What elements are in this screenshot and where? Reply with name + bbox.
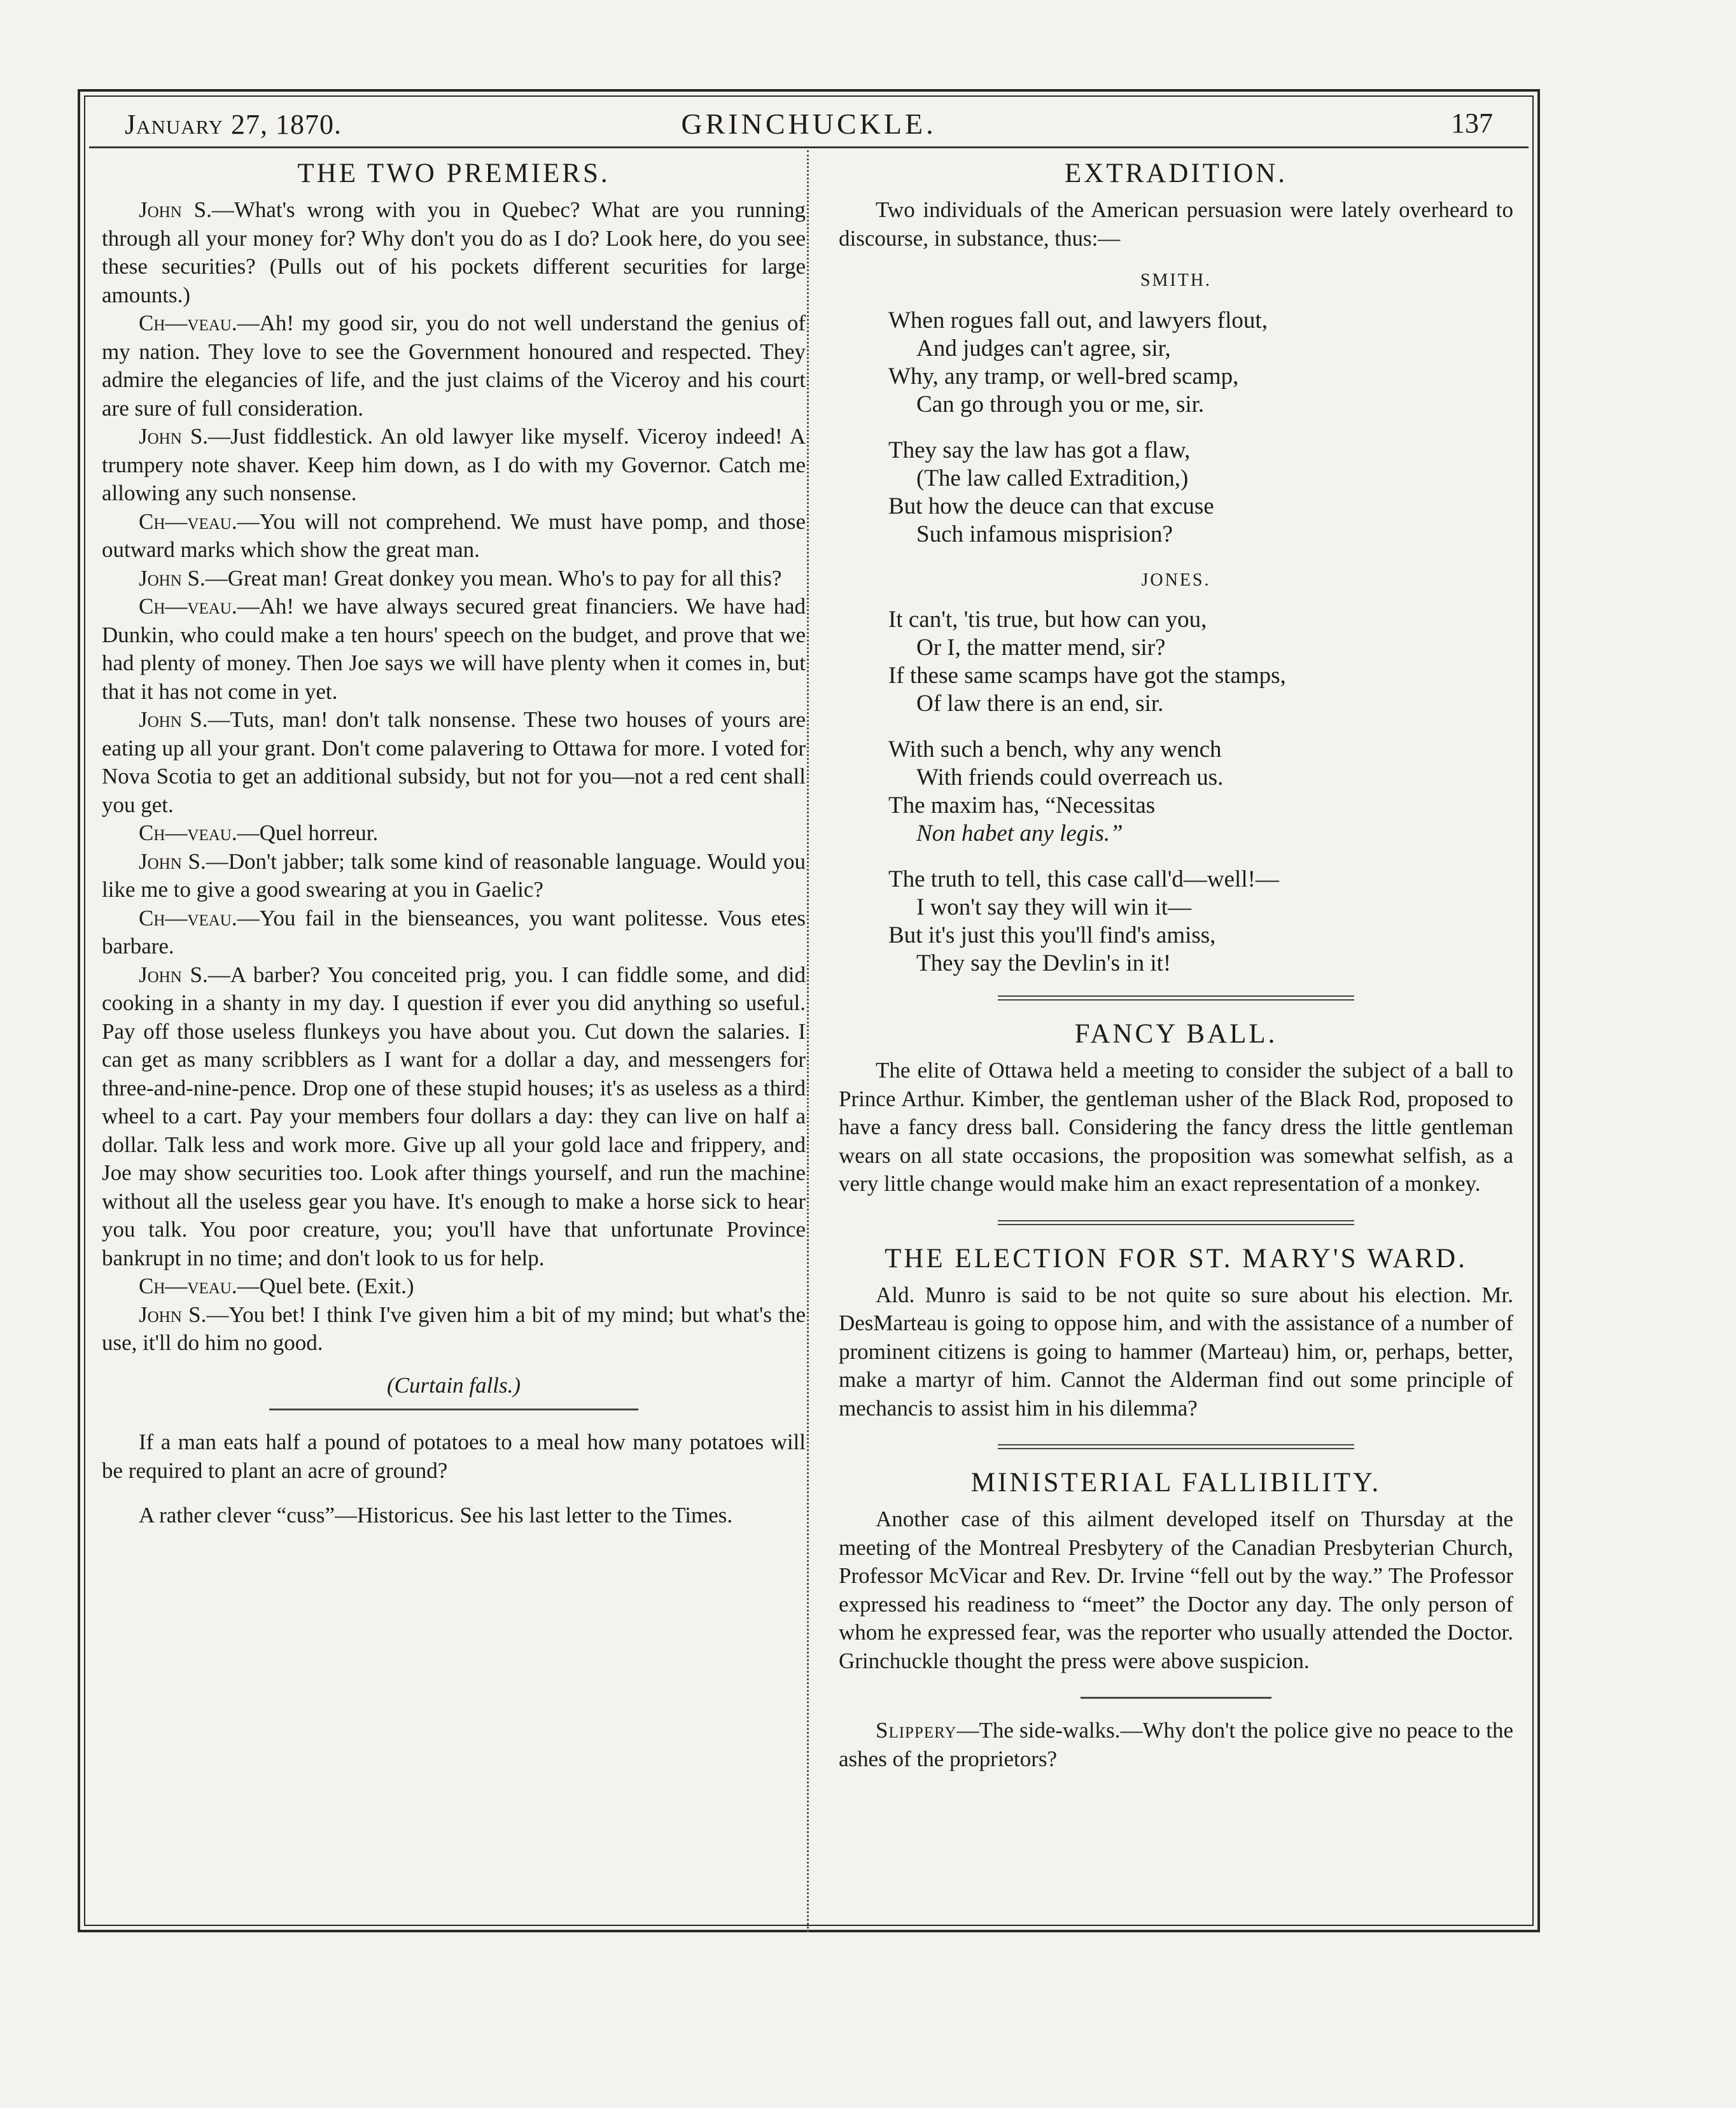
- stanza: [888, 437, 1513, 549]
- dialogue-line: [102, 1301, 806, 1358]
- column-divider: [807, 150, 809, 1932]
- poem-line: Can go through you or me, sir.: [916, 391, 1205, 418]
- slippery-paragraph: [839, 1717, 1513, 1773]
- speech-text: —Ah! my good sir, you do not well understand the genius of my nation. They love to see the Government honoured and respected. They admire the elegancies of life, and the just claims of the Viceroy and his court are sure of full consideration.: [102, 311, 806, 421]
- poem-line: When rogues fall out, and lawyers flout,: [888, 307, 1268, 334]
- stanza: [888, 606, 1513, 718]
- speaker-name: John S.: [139, 707, 208, 732]
- speaker-name: Ch—veau.: [139, 311, 237, 335]
- poem-line: Why, any tramp, or well-bred scamp,: [888, 363, 1239, 390]
- stanza: [888, 866, 1513, 978]
- extradition-intro: Two individuals of the American persuasion were lately overheard to discourse, in substance, thus:—: [839, 197, 1513, 251]
- fancy-ball-text: The elite of Ottawa held a meeting to consider the subject of a ball to Prince Arthur. Kimber, the gentleman usher of the Black Rod, proposed to have a fancy dress ball. Considering the fancy dress the little gentleman wears on all state occasions, the proposition was somewhat selfish, as a very little change would make him an exact representation of a monkey.: [839, 1058, 1513, 1196]
- dialogue-line: [102, 565, 806, 593]
- dialogue-line: [102, 508, 806, 565]
- section-rule: [1081, 1697, 1271, 1699]
- poem-line: If these same scamps have got the stamps,: [888, 663, 1286, 689]
- issue-date: January 27, 1870.: [125, 109, 342, 140]
- speaker-name: John S.: [139, 848, 206, 874]
- dialogue-line: [102, 593, 806, 706]
- speaker-name: Ch—veau.: [139, 905, 237, 931]
- curtain-line: (Curtain falls.): [386, 1372, 521, 1398]
- dialogue: [102, 196, 806, 1358]
- poem-line: Such infamous misprision?: [916, 521, 1173, 547]
- ministerial-text: Another case of this ailment developed itself on Thursday at the meeting of the Montreal Presbytery of the Canadian Presbyterian Church, Professor McVicar and Rev. Dr. Irvine “fell out by the way.” The Professor expressed his readiness to “meet” the Doctor any day. The only person of whom he expressed fear, was the reporter who usually attended the Doctor. Grinchuckle thought the press were above suspicion.: [839, 1507, 1513, 1673]
- speaker-name: Ch—veau.: [139, 1274, 237, 1298]
- speaker-jones: JONES.: [1141, 570, 1211, 590]
- dialogue-line: [102, 904, 806, 961]
- dialogue-line: [102, 848, 806, 904]
- dialogue-line: [102, 706, 806, 819]
- poem-line: I won't say they will win it—: [916, 894, 1192, 920]
- dialogue-line: [102, 1272, 806, 1301]
- speech-text: —Quel horreur.: [237, 820, 379, 845]
- right-column: [839, 158, 1513, 1773]
- slippery-text: —The side-walks.—Why don't the police give no peace to the ashes of the proprietors?: [839, 1718, 1513, 1771]
- poem-line: The maxim has, “Necessitas: [888, 792, 1156, 819]
- section-rule: [998, 1220, 1354, 1225]
- speech-text: —Don't jabber; talk some kind of reasonable language. Would you like me to give a good swearing at you in Gaelic?: [102, 848, 806, 902]
- article-heading-ministerial: MINISTERIAL FALLIBILITY.: [970, 1468, 1382, 1498]
- speech-text: —You fail in the bienseances, you want politesse. Vous etes barbare.: [102, 905, 806, 959]
- section-rule: [998, 1444, 1354, 1449]
- page-number: 137: [1451, 108, 1493, 139]
- speech-text: —What's wrong with you in Quebec? What are you running through all your money for? Why don't you do as I do? Look here, do you see these securities? (Pulls out of his pockets different securities for large amounts.): [102, 197, 806, 307]
- poem-line: With such a bench, why any wench: [888, 736, 1222, 762]
- speaker-name: John S.: [139, 197, 212, 222]
- potatoes-paragraph: If a man eats half a pound of potatoes to a meal how many potatoes will be required to plant an acre of ground?: [102, 1430, 806, 1483]
- slippery-lead: Slippery: [876, 1718, 957, 1743]
- speech-text: —Tuts, man! don't talk nonsense. These two houses of yours are eating up all your grant. Don't come palavering to Ottawa for more. I voted for Nova Scotia to get an additional subsidy, but not for you—not a red cent shall you get.: [102, 707, 806, 817]
- speaker-name: John S.: [139, 962, 208, 987]
- poem-line: It can't, 'tis true, but how can you,: [888, 607, 1207, 633]
- section-rule: [269, 1409, 638, 1410]
- masthead-title: GRINCHUCKLE.: [681, 108, 937, 140]
- speaker-smith: SMITH.: [1140, 271, 1212, 290]
- speaker-name: John S.: [139, 565, 206, 591]
- poem-line: But how the deuce can that excuse: [888, 493, 1214, 519]
- poem-line: And judges can't agree, sir,: [916, 335, 1171, 362]
- poem-jones: [888, 606, 1513, 978]
- speech-text: —A barber? You conceited prig, you. I can fiddle some, and did cooking in a shanty in my day. I question if ever you did anything so useful. Pay off those useless flunkeys you have about you. Cut down the salaries. I can get as many scribblers as I want for a dollar a day, and messengers for three-and-nine-pence. Drop one of these stupid houses; it's as useless as a third wheel to a cart. Pay your members four dollars a day: they can live on half a dollar. Talk less and work more. Give up all your gold lace and frippery, and Joe may show securities too. Look after things yourself, and run the machine without all the useless gear you have. It's enough to make a horse sick to hear you talk. You poor creature, you; you'll have that unfortunate Province bankrupt in no time; and don't look to us for help.: [102, 962, 806, 1270]
- election-text: Ald. Munro is said to be not quite so sure about his election. Mr. DesMarteau is going to oppose him, and with the assistance of a number of prominent citizens is going to hammer (Marteau) him, or, perhaps, better, make a martyr of him. Cannot the Alderman find out some principle of mechancis to assist him in his dilemma?: [839, 1282, 1513, 1421]
- left-column: [102, 158, 806, 1530]
- dialogue-line: [102, 196, 806, 309]
- poem-line: Or I, the matter mend, sir?: [916, 635, 1166, 661]
- poem-line: Non habet any legis.”: [916, 820, 1123, 847]
- article-heading-fancy-ball: FANCY BALL.: [1074, 1019, 1278, 1049]
- speech-text: —You will not comprehend. We must have pomp, and those outward marks which show the great man.: [102, 509, 806, 562]
- poem-line: They say the law has got a flaw,: [888, 437, 1191, 463]
- stanza: [888, 736, 1513, 848]
- poem-line: With friends could overreach us.: [916, 764, 1224, 791]
- speaker-name: John S.: [139, 424, 209, 449]
- poem-line: But it's just this you'll find's amiss,: [888, 922, 1216, 948]
- speech-text: —Just fiddlestick. An old lawyer like myself. Viceroy indeed! A trumpery note shaver. Keep him down, as I do with my Governor. Catch me allowing any such nonsense.: [102, 424, 806, 505]
- article-heading-election: THE ELECTION FOR ST. MARY'S WARD.: [885, 1243, 1467, 1274]
- dialogue-line: [102, 309, 806, 423]
- speech-text: —Ah! we have always secured great financiers. We have had Dunkin, who could make a ten hours' speech on the budget, and prove that we had plenty of money. Then Joe says we will have plenty when it comes in, but that it has not come in yet.: [102, 594, 806, 704]
- page-header: [89, 99, 1529, 148]
- section-rule: [998, 995, 1354, 1001]
- dialogue-line: [102, 961, 806, 1273]
- poem-line: (The law called Extradition,): [916, 465, 1189, 491]
- speaker-name: John S.: [139, 1302, 207, 1327]
- speaker-name: Ch—veau.: [139, 820, 237, 845]
- article-heading-two-premiers: THE TWO PREMIERS.: [297, 158, 610, 188]
- poem-smith: [888, 307, 1513, 549]
- poem-line: They say the Devlin's in it!: [916, 950, 1172, 976]
- dialogue-line: [102, 423, 806, 508]
- speech-text: —Quel bete. (Exit.): [237, 1274, 414, 1298]
- poem-line: The truth to tell, this case call'd—well!—: [888, 866, 1279, 892]
- dialogue-line: [102, 819, 806, 848]
- speaker-name: Ch—veau.: [139, 509, 237, 534]
- speech-text: —Great man! Great donkey you mean. Who's to pay for all this?: [205, 565, 782, 591]
- poem-line: Of law there is an end, sir.: [916, 691, 1164, 717]
- cuss-paragraph: A rather clever “cuss”—Historicus. See his last letter to the Times.: [139, 1503, 733, 1528]
- speech-text: —You bet! I think I've given him a bit of my mind; but what's the use, it'll do him no good.: [102, 1302, 806, 1355]
- speaker-name: Ch—veau.: [139, 594, 237, 619]
- article-heading-extradition: EXTRADITION.: [1064, 158, 1288, 188]
- stanza: [888, 307, 1513, 419]
